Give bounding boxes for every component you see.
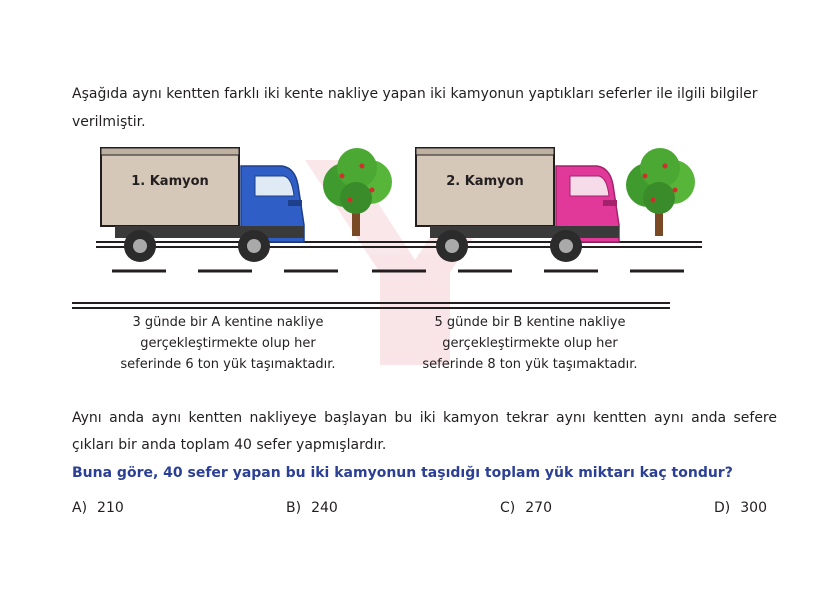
option-letter: A) [72, 500, 88, 516]
option-letter: C) [500, 500, 516, 516]
truck-icon [416, 148, 619, 262]
option-c[interactable] [500, 496, 552, 520]
truck-1-label: 1. Kamyon [131, 174, 209, 189]
truck-2-caption [410, 312, 650, 375]
intro-text: Aşağıda aynı kentten farklı iki kente nakliye yapan iki kamyonun yaptıkları seferler ile ilgili bilgiler verilmiştir. [72, 86, 758, 130]
caption-line: seferinde 8 ton yük taşımaktadır. [422, 357, 638, 372]
option-letter: B) [286, 500, 302, 516]
option-d[interactable] [714, 496, 767, 520]
truck-2-label: 2. Kamyon [446, 174, 524, 189]
caption-line: 3 günde bir A kentine nakliye [132, 315, 324, 330]
caption-line: seferinde 6 ton yük taşımaktadır. [120, 357, 336, 372]
truck-1-caption [108, 312, 348, 375]
caption-line: 5 günde bir B kentine nakliye [434, 315, 626, 330]
truck-icon [101, 148, 304, 262]
option-value: 270 [525, 500, 552, 516]
question-text: Buna göre, 40 sefer yapan bu iki kamyonun taşıdığı toplam yük miktarı kaç tondur? [72, 465, 733, 481]
option-letter: D) [714, 500, 731, 516]
caption-line: gerçekleştirmekte olup her [442, 336, 618, 351]
option-b[interactable] [286, 496, 338, 520]
caption-line: gerçekleştirmekte olup her [140, 336, 316, 351]
problem-text: Aynı anda aynı kentten nakliyeye başlayan bu iki kamyon tekrar aynı kentten aynı anda sefere çıkları bir anda toplam 40 sefer yapmışlardır. [72, 410, 777, 453]
option-a[interactable] [72, 496, 124, 520]
option-value: 240 [311, 500, 338, 516]
tree-icon [626, 148, 695, 236]
road-scene [0, 140, 840, 390]
option-value: 300 [740, 500, 767, 516]
option-value: 210 [97, 500, 124, 516]
